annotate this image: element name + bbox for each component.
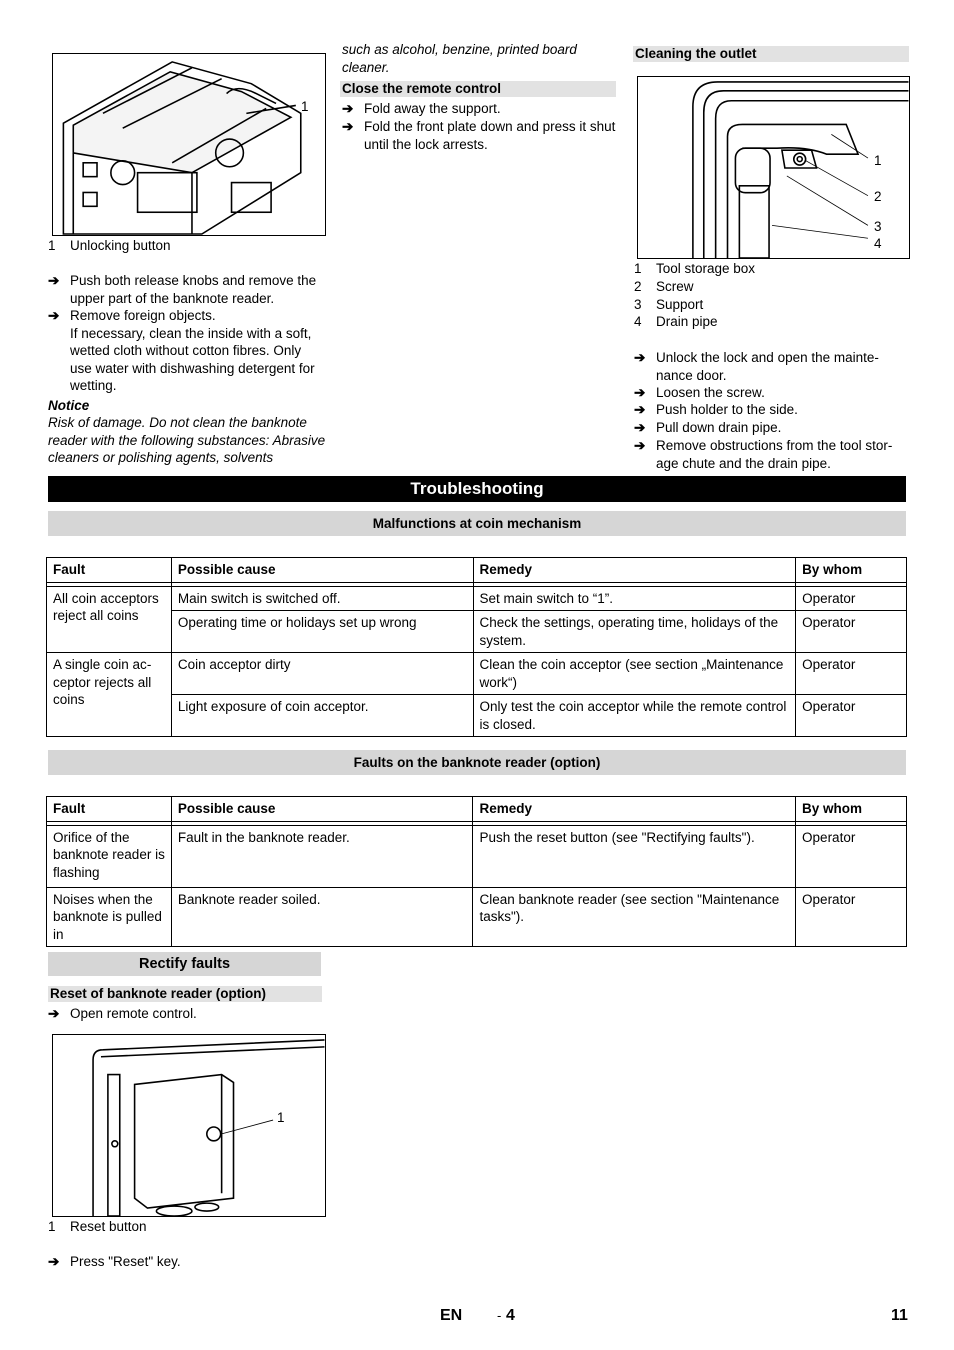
fault-cell: All coin acceptors reject all coins [47, 586, 172, 653]
step-remove-foreign-objects [48, 307, 328, 395]
banknote-reader-illustration [53, 54, 325, 235]
step-unlock-door [634, 349, 910, 384]
arrow-icon: ➔ [634, 420, 646, 435]
col-fault: Fault [47, 797, 172, 822]
outlet-illustration [638, 77, 909, 258]
fault-cell: Orifice of the banknote reader is flashing [47, 825, 172, 887]
step-fold-support [342, 100, 616, 118]
table-header-row [47, 558, 907, 583]
cause-cell: Fault in the banknote reader. [171, 825, 473, 887]
legend-number: 1 [634, 261, 642, 276]
step-loosen-screw [634, 384, 910, 402]
outlet-legend-4 [634, 313, 718, 331]
legend-label: Support [656, 297, 704, 312]
step-text: Push holder to the side. [656, 402, 798, 417]
cause-cell: Light exposure of coin acceptor. [171, 695, 473, 737]
arrow-icon: ➔ [634, 385, 646, 400]
cause-cell: Coin acceptor dirty [171, 653, 473, 695]
arrow-icon: ➔ [48, 273, 60, 288]
col-by-whom: By whom [796, 797, 907, 822]
outlet-legend-1 [634, 260, 755, 278]
cause-cell: Operating time or holidays set up wrong [171, 611, 473, 653]
notice-continued: such as alcohol, benzine, printed board cleaner. [342, 42, 577, 75]
legend-number: 3 [634, 297, 642, 312]
arrow-icon: ➔ [634, 402, 646, 417]
legend-number: 1 [48, 238, 56, 253]
col-remedy: Remedy [473, 797, 796, 822]
who-cell: Operator [796, 653, 907, 695]
remedy-cell: Set main switch to “1”. [473, 586, 796, 611]
step-text: Fold the front plate down and press it shut until the lock arrests. [364, 119, 616, 152]
legend-number: 1 [48, 1219, 56, 1234]
footer-section: 4 [506, 1307, 515, 1324]
table-row [47, 653, 907, 695]
who-cell: Operator [796, 586, 907, 611]
legend-label: Tool storage box [656, 261, 756, 276]
step-text: Remove obstructions from the tool storage chute and the drain pipe. [656, 438, 893, 471]
col-cause: Possible cause [171, 558, 473, 583]
close-remote-control-heading: Close the remote control [340, 81, 616, 97]
step-text: Pull down drain pipe. [656, 420, 782, 435]
banknote-fault-table [46, 796, 907, 947]
step-text: Remove foreign objects. [70, 308, 216, 323]
step-text: Open remote control. [70, 1006, 197, 1021]
who-cell: Operator [796, 695, 907, 737]
table-row [47, 695, 907, 737]
remedy-cell: Push the reset button (see "Rectifying faults"). [473, 825, 796, 887]
cleaning-outlet-heading: Cleaning the outlet [633, 46, 909, 62]
step-open-remote-control [48, 1005, 328, 1023]
notice-text: Risk of damage. Do not clean the banknote reader with the following substances: Abrasive cleaners or polishing agents, solvents [48, 415, 326, 465]
outlet-callout-3: 3 [874, 219, 882, 234]
coin-mechanism-heading: Malfunctions at coin mechanism [48, 511, 906, 536]
table-row [47, 611, 907, 653]
cause-cell: Main switch is switched off. [171, 586, 473, 611]
who-cell: Operator [796, 825, 907, 887]
step-fold-front-plate [342, 118, 616, 153]
step-pull-drain-pipe [634, 419, 910, 437]
footer-page-number: 11 [891, 1307, 908, 1324]
reset-legend-row [48, 1218, 147, 1236]
fig1-callout-1: 1 [301, 99, 309, 114]
reset-button-figure [52, 1034, 326, 1217]
who-cell: Operator [796, 887, 907, 947]
remedy-cell: Only test the coin acceptor while the remote control is closed. [473, 695, 796, 737]
remedy-cell: Clean banknote reader (see section "Maintenance tasks"). [473, 887, 796, 947]
arrow-icon: ➔ [342, 101, 354, 116]
outlet-legend-2 [634, 278, 694, 296]
legend-label: Drain pipe [656, 314, 718, 329]
reset-banknote-reader-heading: Reset of banknote reader (option) [48, 986, 322, 1002]
arrow-icon: ➔ [48, 308, 60, 323]
banknote-reader-figure [52, 53, 326, 236]
outlet-figure [637, 76, 910, 259]
fig1-legend-row [48, 237, 171, 255]
step-text: Unlock the lock and open the maintenance door. [656, 350, 879, 383]
arrow-icon: ➔ [48, 1254, 60, 1269]
legend-number: 4 [634, 314, 642, 329]
footer-language: EN [440, 1307, 463, 1324]
step-text: Press "Reset" key. [70, 1254, 181, 1269]
step-push-release-knobs [48, 272, 328, 307]
outlet-legend-3 [634, 296, 703, 314]
remedy-cell: Clean the coin acceptor (see section „Maintenance work“) [473, 653, 796, 695]
legend-number: 2 [634, 279, 642, 294]
outlet-callout-4: 4 [874, 236, 882, 251]
table-header-row [47, 797, 907, 822]
step-push-holder [634, 401, 910, 419]
reset-callout-1: 1 [277, 1110, 285, 1125]
step-press-reset [48, 1253, 328, 1271]
who-cell: Operator [796, 611, 907, 653]
col-fault: Fault [47, 558, 172, 583]
col-by-whom: By whom [796, 558, 907, 583]
table-row [47, 586, 907, 611]
rectify-faults-heading: Rectify faults [48, 952, 321, 976]
footer-dash: - [497, 1308, 502, 1323]
remedy-cell: Check the settings, operating time, holidays of the system. [473, 611, 796, 653]
step-text: Fold away the support. [364, 101, 501, 116]
arrow-icon: ➔ [48, 1006, 60, 1021]
step-remove-obstructions [634, 437, 910, 472]
arrow-icon: ➔ [342, 119, 354, 134]
col-remedy: Remedy [473, 558, 796, 583]
step-text: Loosen the screw. [656, 385, 765, 400]
fault-cell: A single coin acceptor rejects all coins [47, 653, 172, 737]
arrow-icon: ➔ [634, 438, 646, 453]
table-row [47, 887, 907, 947]
notice-title: Notice [48, 398, 90, 413]
coin-fault-table [46, 557, 907, 737]
table-row [47, 825, 907, 887]
legend-label: Unlocking button [70, 238, 171, 253]
outlet-callout-1: 1 [874, 153, 882, 168]
step-text: Push both release knobs and remove the upper part of the banknote reader. [70, 273, 317, 306]
col-cause: Possible cause [171, 797, 473, 822]
legend-label: Screw [656, 279, 694, 294]
cause-cell: Banknote reader soiled. [171, 887, 473, 947]
step-detail: If necessary, clean the inside with a soft, wetted cloth without cotton fibres. Only use water with dishwashing detergent for wetting. [70, 325, 315, 393]
arrow-icon: ➔ [634, 350, 646, 365]
banknote-faults-heading: Faults on the banknote reader (option) [48, 750, 906, 775]
troubleshooting-heading: Troubleshooting [48, 476, 906, 502]
legend-label: Reset button [70, 1219, 147, 1234]
outlet-callout-2: 2 [874, 189, 882, 204]
fault-cell: Noises when the banknote is pulled in [47, 887, 172, 947]
